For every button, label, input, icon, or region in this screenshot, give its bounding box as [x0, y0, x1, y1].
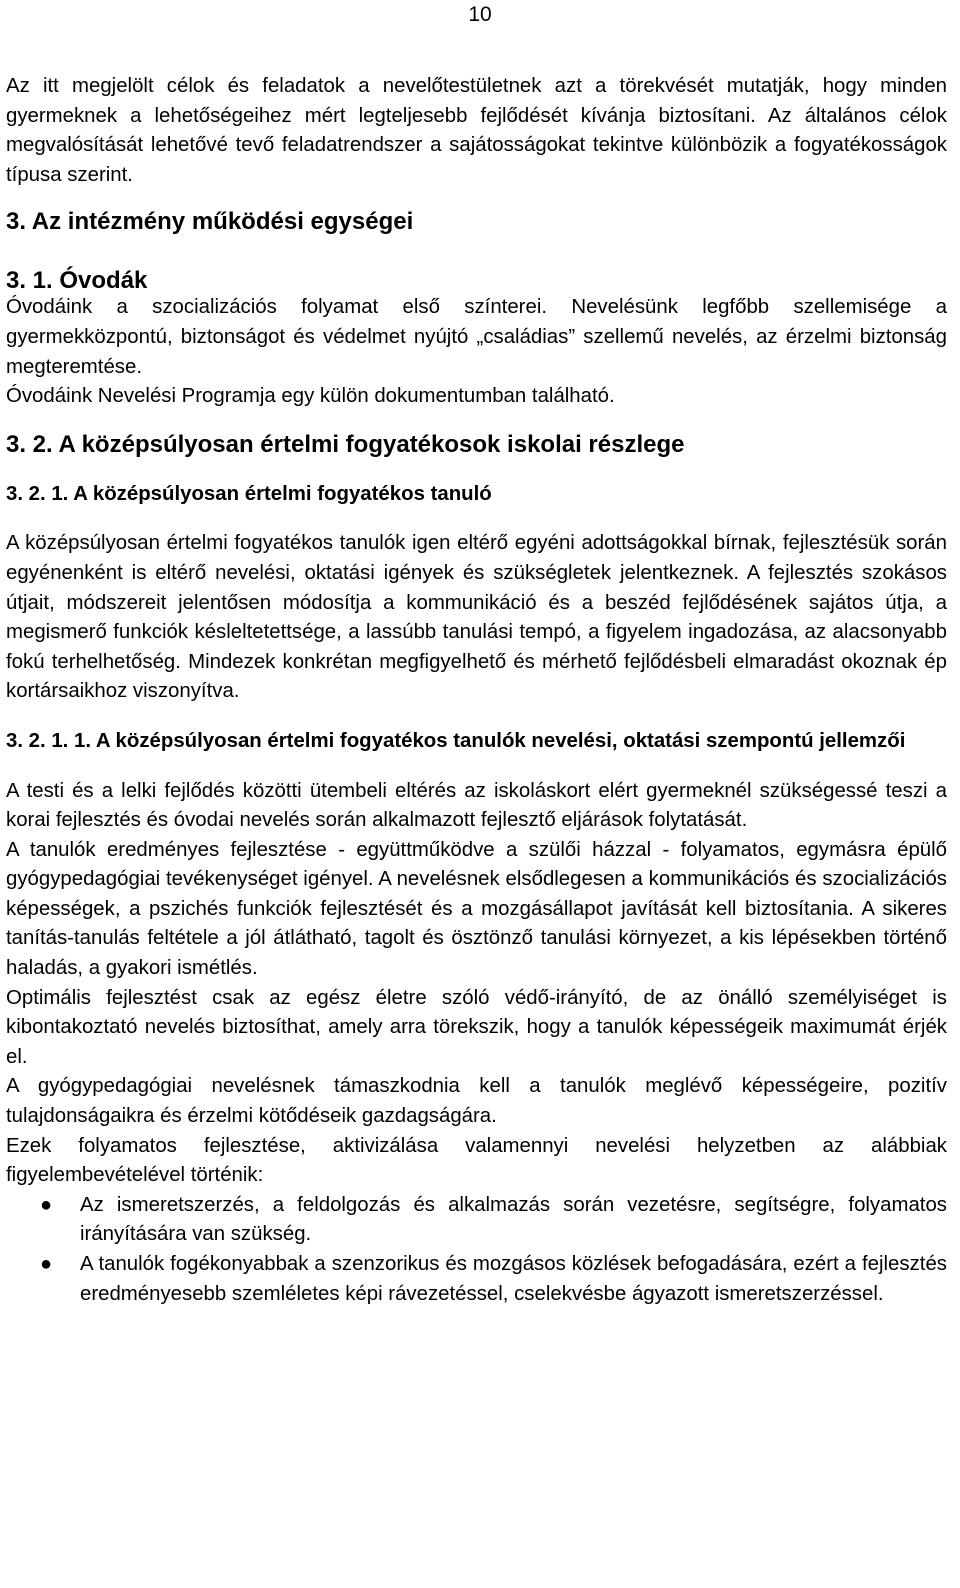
section-3-1-paragraph-2: Óvodáink Nevelési Programja egy külön dokumentumban található. — [6, 385, 615, 408]
list-item — [6, 1191, 947, 1250]
intro-paragraph: Az itt megjelölt célok és feladatok a nevelőtestületnek azt a törekvését mutatják, hogy minden gyermeknek a lehetőségeihez mért legteljesebb fejlődését kívánja biztosítani. Az általános célok megvalósítását lehetővé tevő feladatrendszer a sajátosságokat tekintve különbözik a fogyatékosságok típusa szerint. — [6, 75, 947, 186]
section-3-2-1-1-paragraph-2: A tanulók eredményes fejlesztése - együttműködve a szülői házzal - folyamatos, egymásra épülő gyógypedagógiai tevékenységet igényel. A nevelésnek elsődlegesen a kommunikációs és szocializációs képességek, a pszichés funkciók fejlesztését és a mozgásállapot javítását kell biztosítania. A sikeres tanítás-tanulás feltétele a jól átlátható, tagolt és ösztönző tanulási környezet, a kis lépésekben történő haladás, a gyakori ismétlés. — [6, 838, 947, 980]
section-3-2-1-1-paragraph-5: Ezek folyamatos fejlesztése, aktivizálása valamennyi nevelési helyzetben az alábbiak figyelembevételével történik: — [6, 1134, 947, 1187]
list-item-text: A tanulók fogékonyabbak a szenzorikus és mozgásos közlések befogadására, ezért a fejlesztés eredményesebb szemléletes képi rávezetéssel, cselekvésbe ágyazott ismeretszerzéssel. — [80, 1253, 947, 1305]
section-3-2-1-heading: 3. 2. 1. A középsúlyosan értelmi fogyatékos tanuló — [6, 482, 492, 505]
page-content — [6, 72, 947, 1309]
section-3-2-1-1-heading: 3. 2. 1. 1. A középsúlyosan értelmi fogyatékos tanulók nevelési, oktatási szempontú jellemzői — [6, 729, 906, 752]
section-3-2-1-paragraph: A középsúlyosan értelmi fogyatékos tanulók igen eltérő egyéni adottságokkal bírnak, fejlesztésük során egyénenként is eltérő nevelési, oktatási igények és szükségletek jelentkeznek. A fejlesztés szokásos útjait, módszereit jelentősen módosítja a kommunikáció és a beszéd fejlődésének sajátos útja, a megismerő funkciók késleltetettsége, a lassúbb tanulási tempó, a figyelem ingadozása, az alacsonyabb fokú terhelhetőség. Mindezek konkrétan megfigyelhető és mérhető fejlődésbeli elmaradást okoznak ép kortársaikhoz viszonyítva. — [6, 532, 947, 703]
section-3-2-heading: 3. 2. A középsúlyosan értelmi fogyatékosok iskolai részlege — [6, 430, 685, 458]
section-3-2-1-1-paragraph-3: Optimális fejlesztést csak az egész életre szóló védő-irányító, de az önálló személyiséget is kibontakoztató nevelés biztosíthat, amely arra törekszik, hogy a tanulók képességeik maximumát érjék el. — [6, 986, 947, 1068]
section-3-1-paragraph-1: Óvodáink a szocializációs folyamat első színterei. Nevelésünk legfőbb szellemisége a gyermekközpontú, biztonságot és védelmet nyújtó „családias” szellemű nevelés, az érzelmi biztonság megteremtése. — [6, 296, 947, 378]
page-number: 10 — [468, 3, 492, 26]
section-3-1-heading: 3. 1. Óvodák — [6, 267, 148, 295]
bullet-icon: ● — [40, 1193, 53, 1216]
section-3-2-1-1-paragraph-4: A gyógypedagógiai nevelésnek támaszkodnia kell a tanulók meglévő képességeire, pozitív tulajdonságaikra és érzelmi kötődéseik gazdagságára. — [6, 1075, 947, 1128]
section-3-heading: 3. Az intézmény működési egységei — [6, 208, 414, 236]
bullet-icon: ● — [40, 1253, 53, 1275]
bullet-list — [6, 1191, 947, 1309]
list-item — [6, 1250, 947, 1309]
list-item-text: Az ismeretszerzés, a feldolgozás és alkalmazás során vezetésre, segítségre, folyamatos irányítására van szükség. — [80, 1193, 947, 1246]
section-3-2-1-1-paragraph-1: A testi és a lelki fejlődés közötti ütembeli eltérés az iskoláskort elért gyermeknél szükségessé teszi a korai fejlesztés és óvodai nevelés során alkalmazott fejlesztő eljárások folytatását. — [6, 779, 947, 832]
